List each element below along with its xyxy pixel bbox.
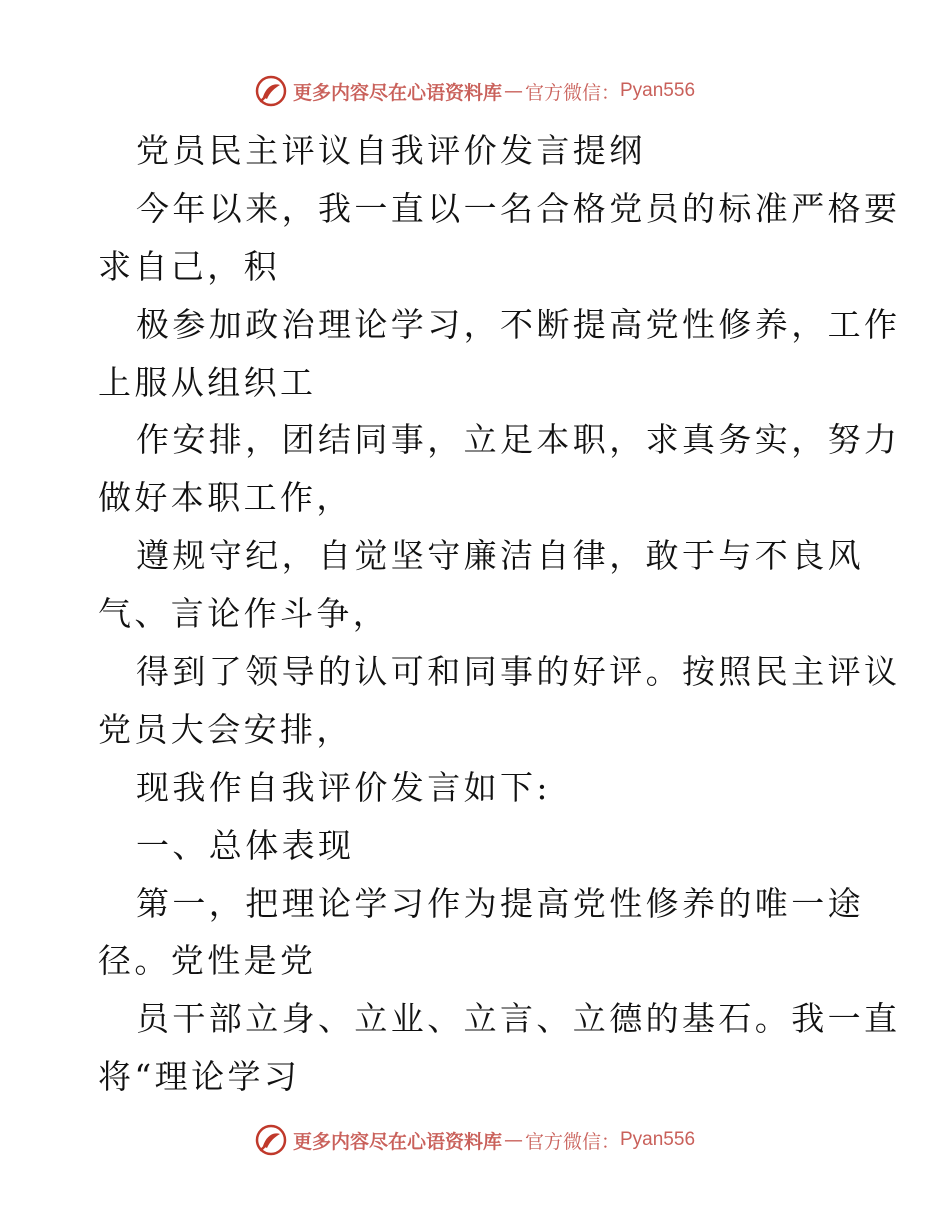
logo-icon: [255, 1124, 287, 1156]
text-line: 做好本职工作，: [98, 478, 353, 518]
text-line: 得到了领导的认可和同事的好评。按照民主评议: [136, 652, 901, 692]
text-line: 将“理论学习: [98, 1057, 301, 1097]
banner-dash: —: [503, 80, 523, 102]
banner-dash: —: [503, 1129, 523, 1151]
text-line: 第一，把理论学习作为提高党性修养的唯一途: [136, 883, 864, 923]
text-line: 径。党性是党: [98, 941, 317, 981]
text-line: 党员大会安排，: [98, 709, 353, 749]
text-line: 求自己，积: [98, 246, 280, 286]
banner-official-text: 官方微信：: [524, 81, 620, 104]
banner-wechat-id: Pyan556: [620, 80, 696, 101]
text-line: 员干部立身、立业、立言、立德的基石。我一直: [136, 999, 901, 1039]
text-line: 上服从组织工: [98, 362, 317, 402]
text-line: 今年以来，我一直以一名合格党员的标准严格要: [136, 188, 901, 228]
text-line: 现我作自我评价发言如下:: [136, 767, 551, 807]
text-line: 作安排，团结同事，立足本职，求真务实，努力: [136, 420, 901, 460]
text-line: 气、言论作斗争，: [98, 594, 390, 634]
banner-library-text: 更多内容尽在心语资料库: [292, 81, 502, 104]
header-banner: [0, 71, 950, 111]
footer-banner: [0, 1120, 950, 1160]
document-body: [98, 122, 901, 1106]
text-line: 极参加政治理论学习，不断提高党性修养，工作: [136, 304, 901, 344]
banner-wechat-id: Pyan556: [620, 1129, 696, 1150]
logo-icon: [255, 75, 287, 107]
text-line: 遵规守纪，自觉坚守廉洁自律，敢于与不良风: [136, 536, 864, 576]
document-title: 党员民主评议自我评价发言提纲: [136, 131, 646, 170]
banner-library-text: 更多内容尽在心语资料库: [292, 1130, 502, 1153]
banner-official-text: 官方微信：: [524, 1130, 620, 1153]
section-heading: 一、总体表现: [136, 825, 355, 865]
